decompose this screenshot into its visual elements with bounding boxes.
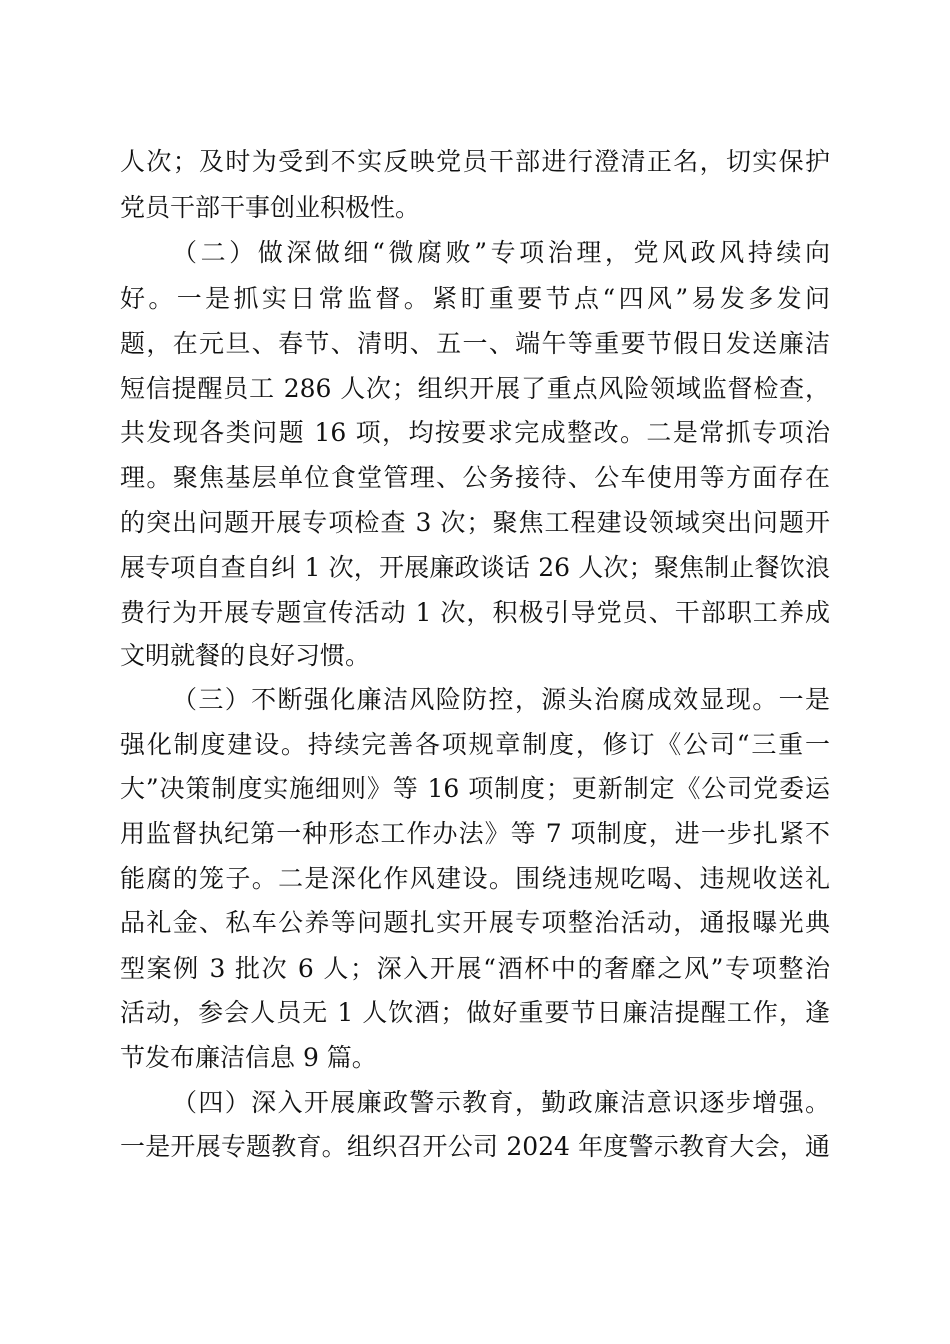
section-heading-line: （二）做深做细“微腐败”专项治理，党风政风持续向 (172, 238, 830, 267)
section-heading-line: （四）深入开展廉政警示教育，勤政廉洁意识逐步增强。 (172, 1088, 830, 1117)
paragraph-line: 费行为开展专题宣传活动 1 次，积极引导党员、干部职工养成 (120, 598, 830, 627)
paragraph-line: 展专项自查自纠 1 次，开展廉政谈话 26 人次；聚焦制止餐饮浪 (120, 553, 830, 582)
paragraph-line: 强化制度建设。持续完善各项规章制度，修订《公司“三重一 (120, 730, 830, 759)
paragraph-line: 节发布廉洁信息 9 篇。 (120, 1043, 377, 1072)
paragraph-line: 好。一是抓实日常监督。紧盯重要节点“四风”易发多发问 (120, 284, 830, 313)
paragraph-line: 短信提醒员工 286 人次；组织开展了重点风险领域监督检查， (120, 374, 830, 403)
paragraph-line: 理。聚焦基层单位食堂管理、公务接待、公车使用等方面存在 (120, 463, 830, 492)
paragraph-line: 一是开展专题教育。组织召开公司 2024 年度警示教育大会，通 (120, 1132, 830, 1161)
paragraph-line: 文明就餐的良好习惯。 (120, 641, 371, 670)
section-heading-line: （三）不断强化廉洁风险防控，源头治腐成效显现。一是 (172, 685, 830, 714)
paragraph-line: 能腐的笼子。二是深化作风建设。围绕违规吃喝、违规收送礼 (120, 864, 830, 893)
paragraph-line: 共发现各类问题 16 项，均按要求完成整改。二是常抓专项治 (120, 418, 830, 447)
paragraph-line: 的突出问题开展专项检查 3 次；聚焦工程建设领域突出问题开 (120, 508, 830, 537)
paragraph-line: 型案例 3 批次 6 人；深入开展“酒杯中的奢靡之风”专项整治 (120, 954, 830, 983)
paragraph-line: 党员干部干事创业积极性。 (120, 193, 421, 222)
paragraph-line: 题，在元旦、春节、清明、五一、端午等重要节假日发送廉洁 (120, 329, 830, 358)
paragraph-line: 活动，参会人员无 1 人饮酒；做好重要节日廉洁提醒工作，逢 (120, 998, 830, 1027)
paragraph-line: 用监督执纪第一种形态工作办法》等 7 项制度，进一步扎紧不 (120, 819, 830, 848)
paragraph-line: 人次；及时为受到不实反映党员干部进行澄清正名，切实保护 (120, 147, 830, 176)
paragraph-line: 大”决策制度实施细则》等 16 项制度；更新制定《公司党委运 (120, 774, 830, 803)
paragraph-line: 品礼金、私车公养等问题扎实开展专项整治活动，通报曝光典 (120, 908, 830, 937)
